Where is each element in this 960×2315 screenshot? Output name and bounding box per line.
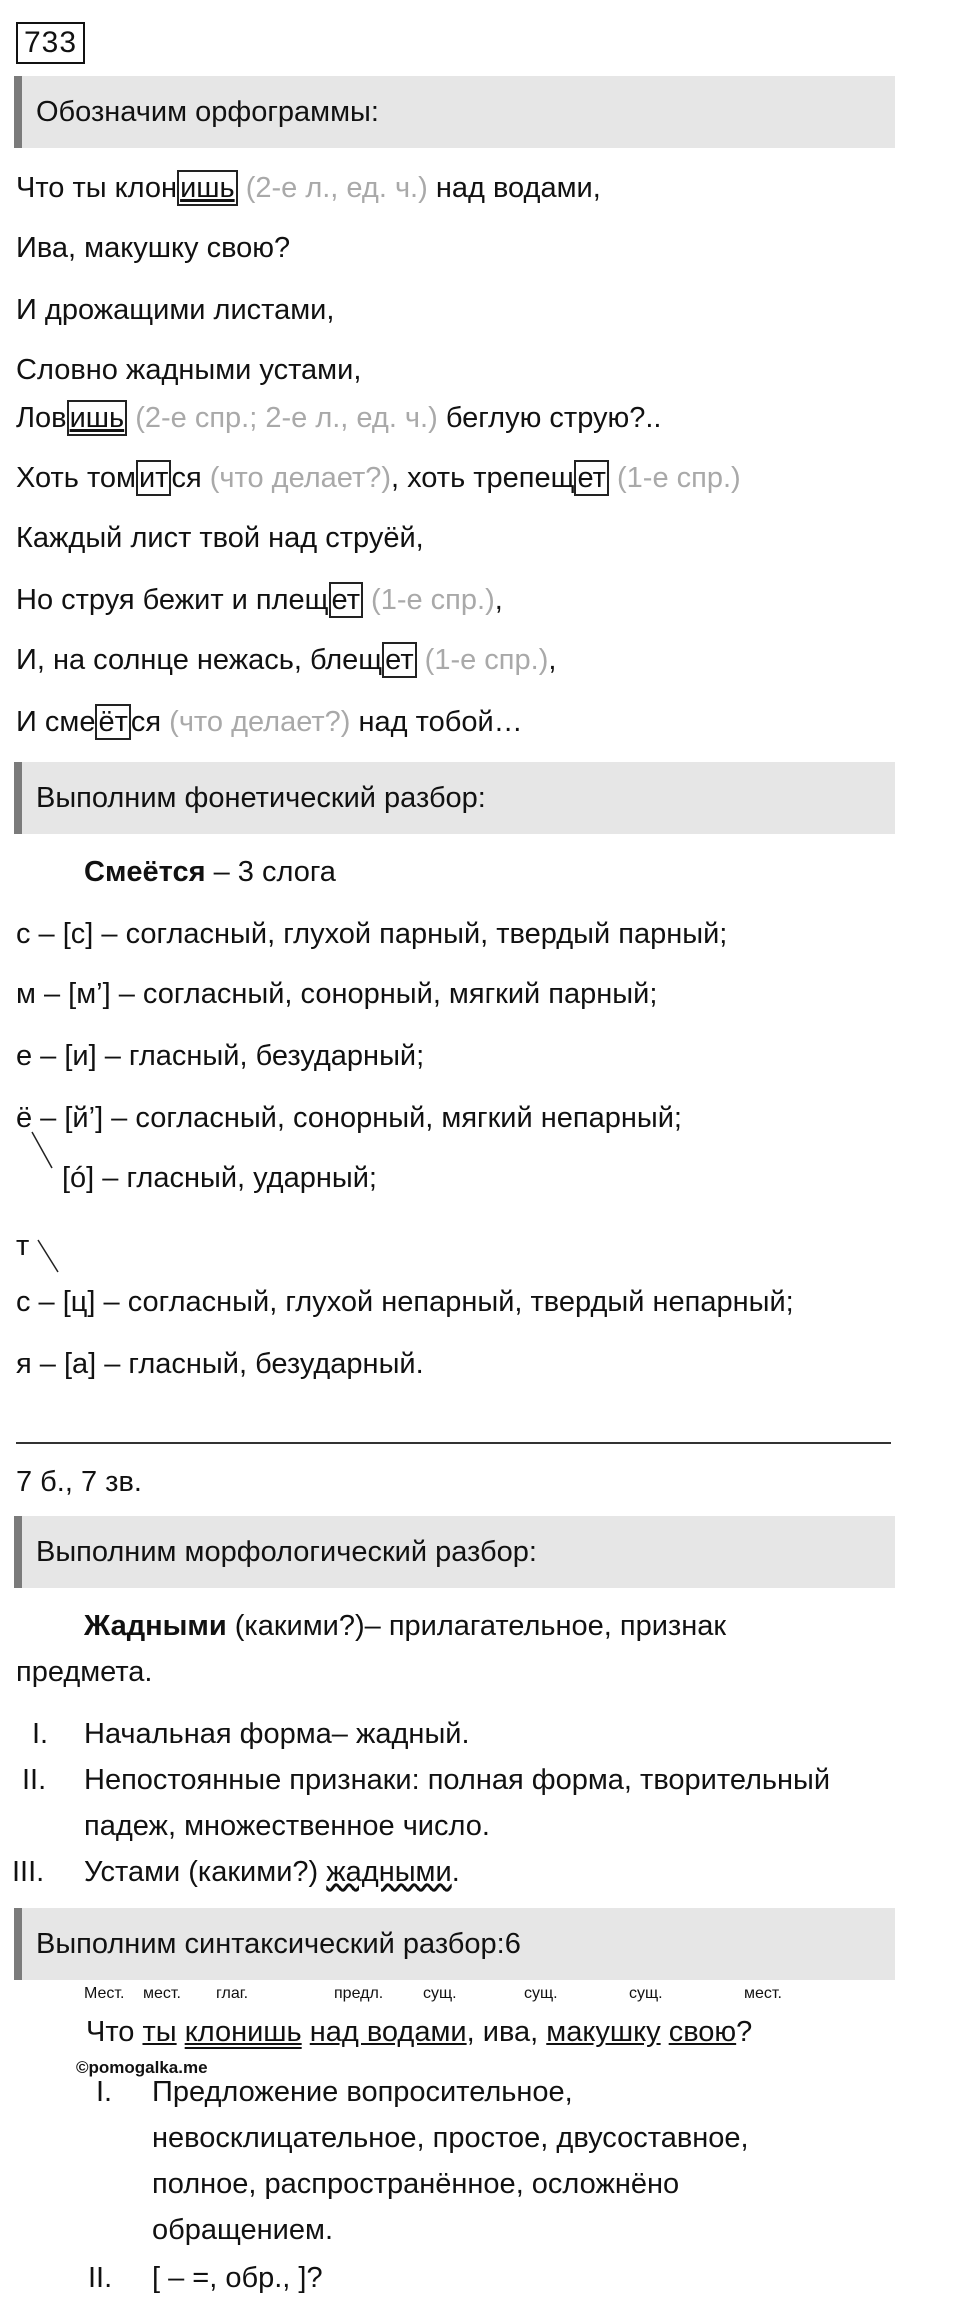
poem-line-10: И сме ёт ся (что делает?) над тобой… [16,706,523,738]
phonetic-line: е – [и] – гласный, безударный; [16,1040,425,1072]
pos-tag: сущ. [629,1985,663,2002]
morph-intro-cont: предмета. [16,1656,153,1688]
poem-line-1: Что ты клон ишь (2-е л., ед. ч.) над водами, [16,172,601,204]
list-number: II. [22,1764,47,1796]
pos-tag: сущ. [423,1985,457,2002]
pos-tag: глаг. [216,1985,249,2002]
list-number: I. [32,1718,49,1750]
pos-tag: Мест. [84,1985,125,2002]
pos-tag: предл. [334,1985,384,2002]
ending-box: ишь [177,170,238,206]
pos-tag: сущ. [524,1985,558,2002]
poem-line-7: Каждый лист твой над струёй, [16,522,424,554]
section-header-phonetic: Выполним фонетический разбор: [14,762,895,834]
exercise-number: 733 [16,22,85,64]
phonetic-line: м – [м’] – согласный, сонорный, мягкий парный; [16,978,658,1010]
list-item: [ – =, обр., ]? [152,2262,323,2294]
list-item: Предложение вопросительное, [152,2076,573,2108]
list-number: I. [96,2076,113,2108]
phonetic-line: с – [ц] – согласный, глухой непарный, твердый непарный; [16,1286,794,1318]
phonetic-line: я – [а] – гласный, безударный. [16,1348,424,1380]
suffix-box: ит [136,460,171,496]
list-item: Начальная форма– жадный. [84,1718,470,1750]
poem-line-5: Лов ишь (2-е спр.; 2-е л., ед. ч.) беглую струю?.. [16,402,662,434]
poem-line-4: Словно жадными устами, [16,354,362,386]
list-number: III. [12,1856,45,1888]
sound-summary: 7 б., 7 зв. [16,1466,142,1498]
list-item: обращением. [152,2214,333,2246]
section-header-orthograms: Обозначим орфограммы: [14,76,895,148]
list-number: II. [88,2262,113,2294]
poem-line-3: И дрожащими листами, [16,294,335,326]
list-item: Непостоянные признаки: полная форма, творительный [84,1764,831,1796]
ending-box: ет [574,460,608,496]
link-line [28,1128,58,1174]
divider [16,1442,891,1444]
poem-line-6: Хоть том ит ся (что делает?), хоть трепещ ет (1-е спр.) [16,462,741,494]
phonetic-word-line: Смеётся – 3 слога [84,856,336,888]
pos-tag: мест. [143,1985,181,2002]
ending-box: ишь [67,400,128,436]
list-item: невосклицательное, простое, двусоставное, [152,2122,749,2154]
poem-line-2: Ива, макушку свою? [16,232,291,264]
ending-box: ет [382,642,416,678]
pos-tag: мест. [744,1985,782,2002]
poem-line-8: Но струя бежит и плещ ет (1-е спр.), [16,584,503,616]
syntax-sentence: Что ты клонишь над водами, ива, макушку свою? [86,2016,753,2048]
phonetic-line: с – [с] – согласный, глухой парный, твердый парный; [16,918,728,950]
poem-line-9: И, на солнце нежась, блещ ет (1-е спр.), [16,644,557,676]
list-item: Устами (какими?) жадными. [84,1856,460,1888]
suffix-box: ёт [95,704,130,740]
list-item: полное, распространённое, осложнёно [152,2168,680,2200]
list-item: падеж, множественное число. [84,1810,490,1842]
phonetic-line: т [16,1230,30,1262]
ending-box: ет [329,582,363,618]
section-header-syntax: Выполним синтаксический разбор:6 [14,1908,895,1980]
watermark: ©pomogalka.me [76,2058,208,2077]
phonetic-line: ё – [й’] – согласный, сонорный, мягкий непарный; [16,1102,682,1134]
phonetic-line: [ó] – гласный, ударный; [62,1162,377,1194]
section-header-morphological: Выполним морфологический разбор: [14,1516,895,1588]
link-line [34,1236,64,1278]
morph-intro: Жадными (какими?)– прилагательное, признак [84,1610,727,1642]
